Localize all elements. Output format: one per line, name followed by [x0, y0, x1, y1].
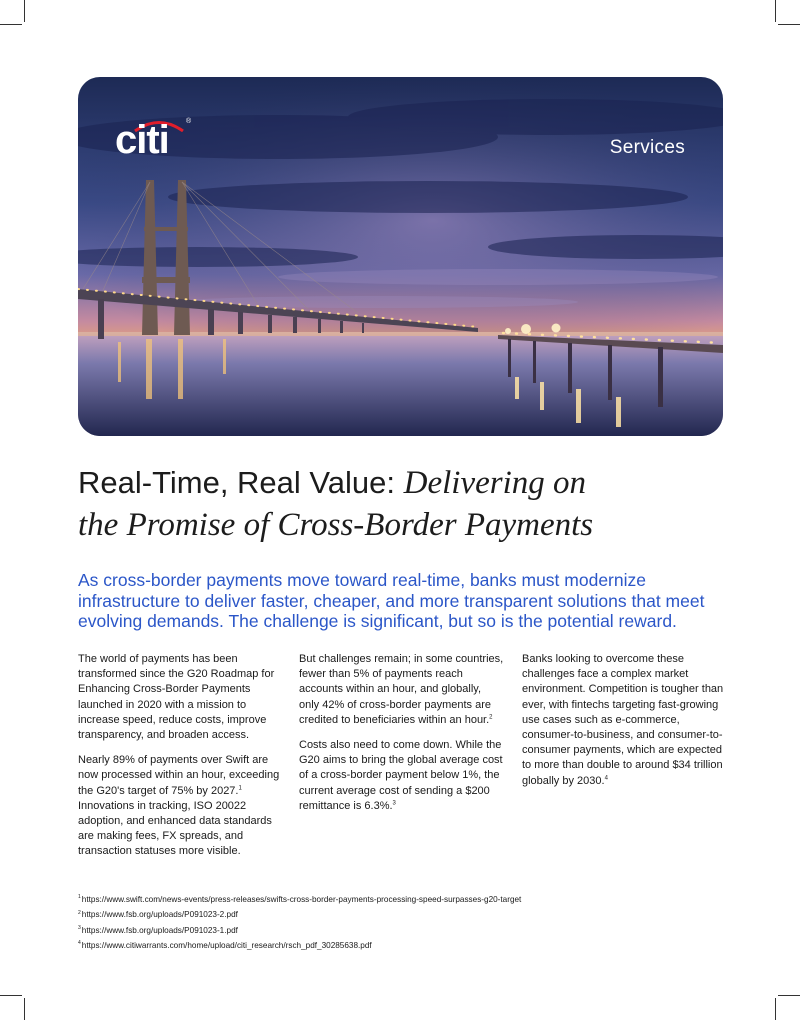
body-paragraph: Costs also need to come down. While the G20 aims to bring the global average cost of a cross-border payment below 1%, the current average cost of sending a $200 remittance is 6.3%.$^3$ [299, 739, 503, 812]
title-italic-1: Delivering on [403, 465, 586, 501]
footnote-item: $^3$https://www.fsb.org/uploads/P091023-1.pdf [78, 924, 238, 935]
page-title [78, 462, 738, 546]
footnote-ref: 2 [489, 714, 493, 721]
body-column-2 [299, 652, 504, 824]
footnote-link[interactable]: https://www.swift.com/news-events/press-releases/swifts-cross-border-payments-processing-speed-surpasses-g20-target [81, 895, 522, 904]
crop-mark [778, 24, 800, 25]
title-italic-2: the Promise of Cross-Border Payments [78, 507, 594, 543]
crop-mark [24, 998, 25, 1020]
logo-wordmark: citi [115, 118, 169, 162]
citi-logo [115, 118, 192, 162]
footnote-item: $^2$https://www.fsb.org/uploads/P091023-2.pdf [78, 909, 238, 920]
crop-mark [778, 995, 800, 996]
footnote-link[interactable]: https://www.fsb.org/uploads/P091023-2.pdf [81, 910, 238, 920]
footnote-ref: 4 [604, 774, 608, 781]
body-paragraph: The world of payments has been transformed since the G20 Roadmap for Enhancing Cross-Border Payments launched in 2020 with a mission to increase speed, reduce costs, improve transparency, and broaden access. [78, 653, 275, 742]
lede-paragraph: As cross-border payments move toward real-time, banks must modernize infrastructure to deliver faster, cheaper, and more transparent solutions that meet evolving demands. The challenge is significant, but so is the potential reward. [78, 570, 705, 631]
footnote-link[interactable]: https://www.citiwarrants.com/home/upload/citi_research/rsch_pdf_30285638.pdf [81, 940, 372, 950]
registered-mark: ® [186, 118, 192, 125]
footnote-ref: 3 [392, 800, 396, 807]
footnotes [78, 892, 718, 953]
footnote-item: $^1$https://www.swift.com/news-events/press-releases/swifts-cross-border-payments-processing-speed-surpasses-g20-target [78, 894, 522, 904]
body-column-3 [522, 652, 727, 799]
crop-mark [775, 998, 776, 1020]
body-paragraph: Nearly 89% of payments over Swift are now processed within an hour, exceeding the G20's target of 75% by 2027.$^1$ Innovations in tracking, ISO 20022 adoption, and enhanced data standards are making fees, FX spreads, and transaction statuses more visible. [78, 754, 280, 858]
crop-mark [24, 0, 25, 22]
footnote-item: $^4$https://www.citiwarrants.com/home/upload/citi_research/rsch_pdf_30285638.pdf [78, 940, 372, 950]
section-label: Services [609, 137, 685, 158]
crop-mark [775, 0, 776, 22]
footnote-ref: 1 [238, 784, 242, 791]
body-column-1 [78, 652, 283, 870]
crop-mark [0, 24, 22, 25]
body-paragraph: But challenges remain; in some countries, fewer than 5% of payments reach accounts within an hour, and globally, only 42% of cross-border payments are credited to beneficiaries within an hour.$^2$ [299, 653, 504, 726]
crop-mark [0, 995, 22, 996]
title-plain: Real-Time, Real Value: [78, 465, 404, 500]
body-paragraph: Banks looking to overcome these challenges face a complex market environment. Competition is tougher than ever, with fintechs targeting fast-growing use cases such as e-commerce, consumer-to-business, and consumer-to-consumer payments, which are expected to more than double to around $34 trillion globally by 2030.$^4$ [522, 653, 724, 787]
footnote-link[interactable]: https://www.fsb.org/uploads/P091023-1.pdf [81, 925, 238, 935]
